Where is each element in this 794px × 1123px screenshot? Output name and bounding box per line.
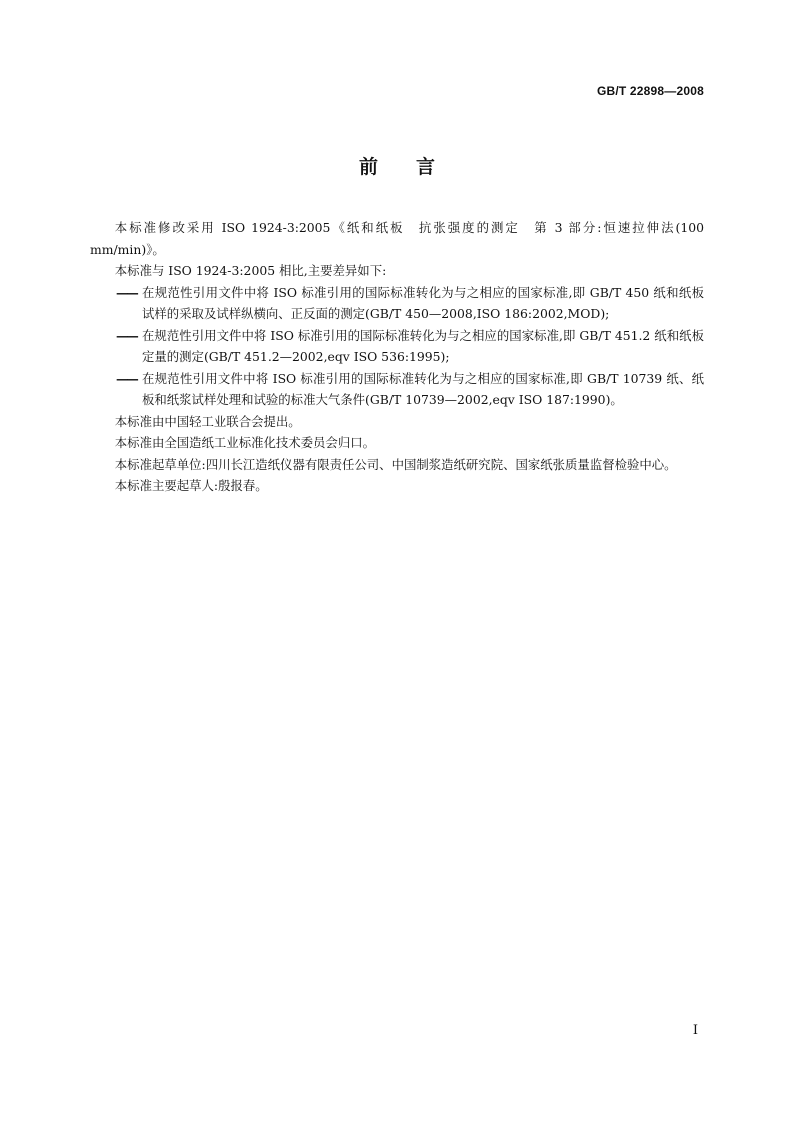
difference-text: 在规范性引用文件中将 ISO 标准引用的国际标准转化为与之相应的国家标准,即 GB/T 451.2 纸和纸板定量的测定(GB/T 451.2—2002,eqv ISO 536:1995); xyxy=(142,327,704,364)
drafters-paragraph: 本标准主要起草人:殷报春。 xyxy=(114,478,268,493)
foreword-content xyxy=(90,217,717,497)
standard-number: GB/T 22898—2008 xyxy=(596,84,704,98)
difference-item xyxy=(90,282,717,325)
difference-text: 在规范性引用文件中将 ISO 标准引用的国际标准转化为与之相应的国家标准,即 GB/T 10739 纸、纸板和纸浆试样处理和试验的标准大气条件(GB/T 10739—2002,eqv ISO 187:1990)。 xyxy=(142,370,704,407)
difference-item xyxy=(90,368,704,411)
difference-item xyxy=(90,325,704,368)
drafting-units-paragraph: 本标准起草单位:四川长江造纸仪器有限责任公司、中国制浆造纸研究院、国家纸张质量监督检验中心。 xyxy=(114,456,677,472)
page-title: 前言 xyxy=(358,156,473,178)
centralized-by-paragraph: 本标准由全国造纸工业标准化技术委员会归口。 xyxy=(114,435,375,450)
dash-marker: —— xyxy=(116,327,137,343)
dash-marker: —— xyxy=(116,284,137,300)
differences-intro: 本标准与 ISO 1924-3:2005 相比,主要差异如下: xyxy=(114,263,387,278)
page-number: I xyxy=(692,1023,698,1038)
dash-marker: —— xyxy=(116,370,137,386)
difference-text: 在规范性引用文件中将 ISO 标准引用的国际标准转化为与之相应的国家标准,即 GB/T 450 纸和纸板 试样的采取及试样纵横向、正反面的测定(GB/T 450—2008,ISO 186:2002,MOD); xyxy=(142,284,717,321)
proposed-by-paragraph: 本标准由中国轻工业联合会提出。 xyxy=(114,413,301,429)
adoption-paragraph: 本标准修改采用 ISO 1924-3:2005《纸和纸板 抗张强度的测定 第 3 部分:恒速拉伸法(100 mm/min)》。 xyxy=(90,220,704,257)
